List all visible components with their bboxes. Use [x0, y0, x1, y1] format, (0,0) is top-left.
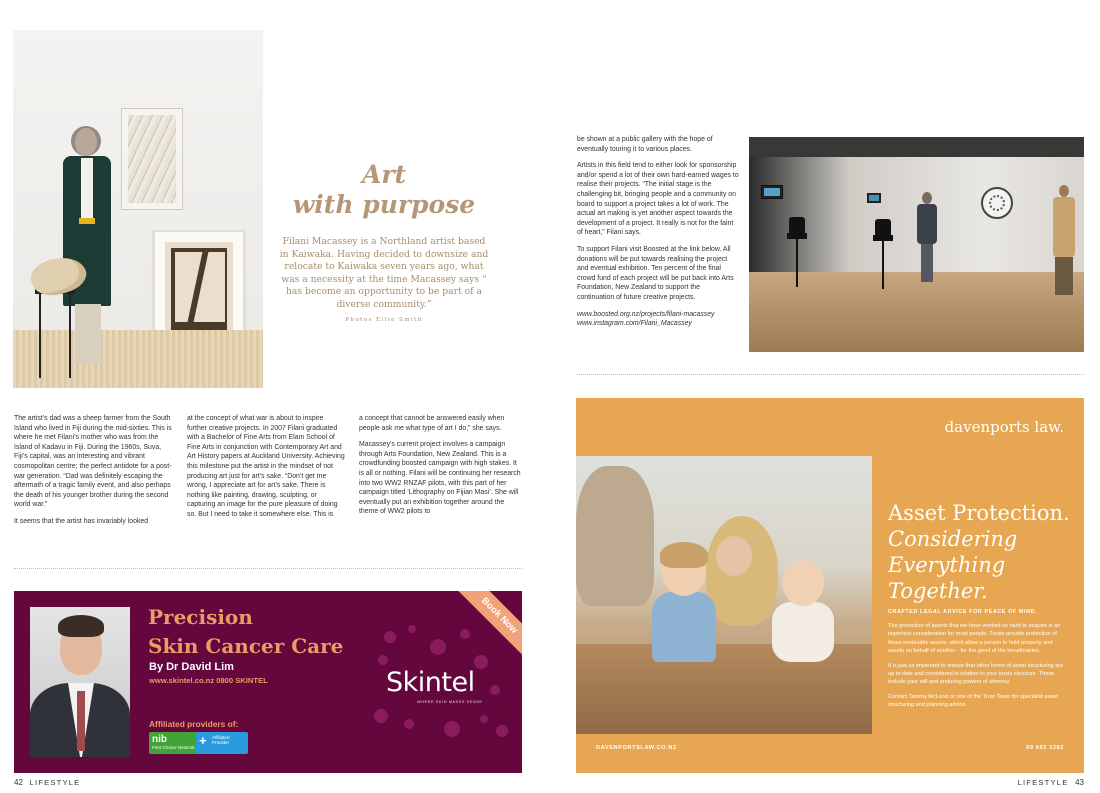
nib-logo-text: nib [152, 734, 167, 745]
affiliated-provider-badge [196, 732, 248, 754]
circular-artwork [981, 187, 1013, 219]
paragraph: at the concept of what war is about to inspire further creative projects. In 2007 Filani graduated with a Bachelor of Fine Arts from Elam School of Fine Arts in conjunction with Contemporary Art and Art History papers at Auckland University. Achieving this milestone put the artist in the mindset of not producing art just for art’s sake. “Don’t get me wrong, I appreciate art for art’s sake. There is nothing like painting, drawing, sculpting, or capturing an image for the pure pleasure of doing so. But I need to take it somewhere else. This is [187, 415, 345, 518]
ad-subheading: CRAFTED LEGAL ADVICE FOR PEACE OF MIND. [888, 609, 1038, 615]
section-label: LIFESTYLE [29, 778, 81, 787]
title-line-1: Art [361, 160, 407, 189]
nib-network-text: First Choice Network [152, 745, 195, 750]
boosted-link[interactable]: www.boosted.org.nz/projects/filani-macassey [577, 310, 715, 318]
page-number: 43 [1075, 778, 1084, 787]
paragraph: Artists in this field tend to either look for sponsorship and/or spend a lot of their own hard-earned wages to realise their projects. “The initial stage is the challenging bit, bringing people and a community on board to support a project takes a lot of work. The actual art making is yet another aspect towards the development of a project. It really is not for the faint of heart,” Filani says. [577, 162, 739, 237]
davenports-ad[interactable] [576, 398, 1084, 773]
davenports-phone[interactable]: 09 663 3262 [1026, 745, 1064, 751]
headline-line-3: Everything Together. [888, 553, 1006, 603]
divider [577, 374, 1084, 375]
doctor-portrait [30, 607, 130, 757]
chair [873, 219, 893, 289]
article-title [268, 160, 500, 220]
section-label: LIFESTYLE [1017, 778, 1069, 787]
paragraph: It seems that the artist has invariably looked [14, 517, 149, 525]
ad-headline [148, 603, 343, 661]
framed-artwork [121, 108, 183, 210]
skintel-logo: Skintel [386, 667, 475, 698]
paragraph: Macassey’s current project involves a campaign through Arts Foundation, New Zealand. This is a crowdfunding boosted campaign with high stakes. It is all or nothing. Filani will be continuing her research into two WW2 RNZAF pilots, with this part of her campaign titled ‘Lithography on Fijian Masi’. She will eventually put an exhibition together around the theme of WW2 pilots to [359, 441, 521, 516]
davenports-logo: davenports law. [944, 418, 1064, 436]
davenports-website-link[interactable]: DAVENPORTSLAW.CO.NZ [596, 745, 677, 751]
video-screen [761, 185, 783, 199]
paragraph: Contact Tammy McLeod or one of the Trust Team for specialist asset structuring and planning advice. [888, 693, 1058, 709]
headline-line-2: Considering [888, 527, 1018, 551]
title-line-2: with purpose [292, 190, 476, 219]
family-photo [576, 456, 872, 734]
instagram-link[interactable]: www.instagram.com/Filani_Macassey [577, 320, 692, 328]
video-screen [867, 193, 881, 203]
paragraph: The protection of assets that we have worked so hard to acquire is an important consideration for most people. Trusts provide protection of those invaluable assets, which allow a person to hold property and assets on behalf of another - for the good of the beneficiaries. [888, 623, 1061, 655]
ad-headline [888, 500, 1084, 604]
ad-body [888, 622, 1064, 716]
paragraph: be shown at a public gallery with the hope of eventually touring it to various places. [577, 136, 713, 153]
paragraph: The artist’s dad was a sheep farmer from the South Island who lived in Fiji during the mid-sixties. This is where he met Filani’s mother who was from the Island of Kadavu in Fiji. During the 1960s, Suva, Fiji’s capital, was an interesting and vibrant cosmopolitan centre; the perfect antidote for a post-war generation. “Dad was definitely escaping the aftermath of a tragic family event, and also perhaps the death of his younger brother during the second world war.” [14, 415, 172, 509]
article-column-3 [359, 414, 522, 524]
footer-right [1018, 778, 1084, 787]
stool [35, 288, 75, 378]
provider-text: Affiliated Provider [212, 735, 230, 745]
paragraph: To support Filani visit Boosted at the link below. All donations will be put towards realising the project and eventual exhibition. Ten percent of the final crowd fund of each project will be put back into Arts Foundation, New Zealand to support the continuation of future creative projects. [577, 245, 734, 301]
doctor-name: By Dr David Lim [149, 661, 234, 673]
article-column-4 [577, 135, 739, 329]
article-intro: Filani Macassey is a Northland artist based in Kaiwaka. Having decided to downsize and relocate to Kaiwaka seven years ago, what was a necessity at the time Macassey says “ has become an opportunity to be part of a diverse community.” [279, 236, 489, 310]
skintel-contact-link[interactable]: www.skintel.co.nz 0800 SKINTEL [149, 676, 268, 685]
divider [14, 568, 522, 569]
gallery-photo [749, 137, 1084, 352]
skintel-ad[interactable] [14, 591, 522, 773]
artist-photo [13, 30, 263, 388]
gallery-visitor [917, 192, 937, 282]
nib-logo [149, 732, 199, 754]
photo-credit: Photos Ellie Smith [345, 317, 423, 323]
footer-left [14, 778, 80, 787]
headline-line-2: Skin Cancer Care [148, 634, 344, 658]
sculpture-figure [1053, 185, 1075, 295]
skintel-tagline: WHERE SKIN MAKES SENSE [417, 700, 483, 704]
paragraph: It is just as important to ensure that other forms of asset structuring are up to date and considered in relation to your trusts structure. These include your will and enduring powers of attorney. [888, 662, 1064, 686]
chair [787, 217, 807, 287]
article-column-1 [14, 414, 172, 534]
article-column-2 [187, 414, 345, 527]
headline-line-1: Asset Protection. [888, 501, 1070, 525]
page-number: 42 [14, 778, 23, 787]
paragraph: a concept that cannot be answered easily when people ask me what type of art I do,” she says. [359, 415, 505, 432]
headline-line-1: Precision [148, 605, 253, 629]
book-now-button[interactable]: Book Now [449, 591, 522, 666]
affiliated-label: Affiliated providers of: [149, 719, 239, 729]
